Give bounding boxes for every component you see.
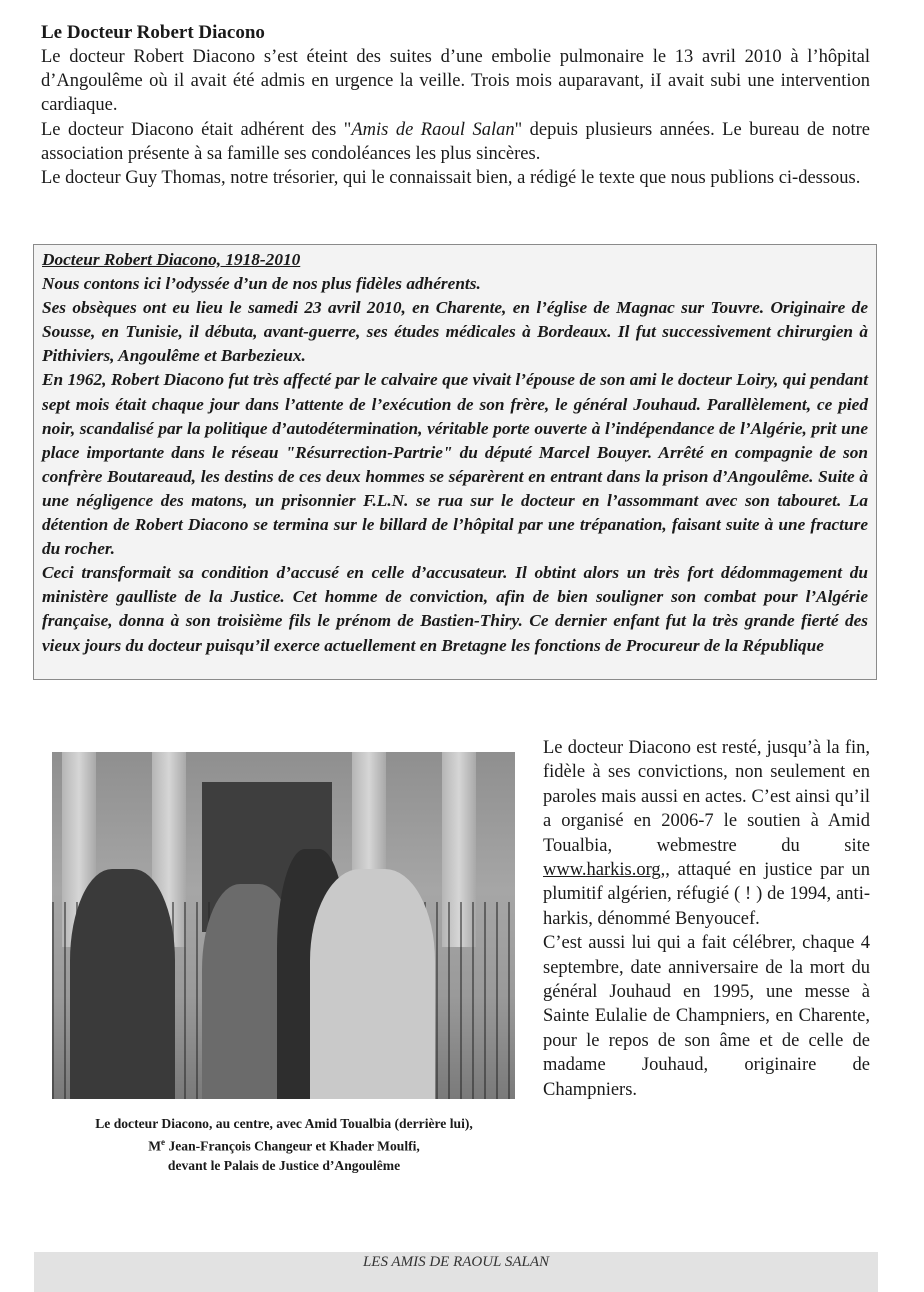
biography-paragraph-1: Nous contons ici l’odyssée d’un de nos plus fidèles adhérents. (42, 274, 481, 294)
group-photo (52, 752, 515, 1099)
intro-p2-end: " depuis plusieurs années. Le bureau de notre association présente à sa famille ses condoléances les plus sincères. (41, 119, 870, 164)
biography-paragraph-4: Ceci transformait sa condition d’accusé en celle d’accusateur. Il obtint alors un très fort dédommagement du ministère gaulliste de la Justice. Cet homme de conviction, afin de bien souligner son combat pour l’Algérie française, donna à son troisième fils le prénom de Bastien-Thiry. Ce dernier enfant fut la très grande fierté des vieux jours du docteur puisqu’il exerce actuellement en Bretagne les fonctions de Procureur de la République (42, 563, 868, 655)
intro-paragraph-3: Le docteur Guy Thomas, notre trésorier, qui le connaissait bien, a rédigé le texte que nous publions ci-dessous. (41, 168, 861, 189)
photo-person (310, 869, 435, 1099)
caption-superscript: e (161, 1137, 166, 1147)
intro-paragraph-2 (41, 118, 870, 166)
caption-line-1: Le docteur Diacono, au centre, avec Amid Toualbia (derrière lui), (95, 1116, 473, 1131)
right-p1-start: Le docteur Diacono est resté, jusqu’à la fin, fidèle à ses convictions, non seulement en paroles mais aussi en actes. C’est ainsi qu’il a organisé en 2006-7 le soutien à Amid Toualbia, webmestre du site (543, 738, 870, 856)
biography-paragraph-3: En 1962, Robert Diacono fut très affecté par le calvaire que vivait l’épouse de son ami le docteur Loiry, qui pendant sept mois était chaque jour dans l’attente de l’exécution de son frère, le général Jouhaud. Parallèlement, ce pied noir, scandalisé par la politique d’autodétermination, véritable porte ouverte à l’indépendance de l’Algérie, prit une place importante dans le réseau "Résurrection-Partrie" du député Marcel Bouyer. Arrêté en compagnie de son confrère Boutareaud, les destins de ces deux hommes se séparèrent en entrant dans la prison d’Angoulême. Suite à une négligence des matons, un prisonnier F.L.N. se rua sur le docteur en l’assommant avec son tabouret. La détention de Robert Diacono se termina sur le billard de l’hôpital par une trépanation, faisant suite à une fracture du rocher. (42, 370, 868, 559)
right-paragraph-1 (543, 736, 870, 931)
caption-line-2 (45, 1133, 523, 1156)
right-p1-end: ,, attaqué en justice par un plumitif algérien, réfugié ( ! ) de 1994, anti-harkis, dénommé Benyoucef. (543, 860, 870, 929)
association-name: Amis de Raoul Salan (351, 119, 515, 140)
intro-p2-start: Le docteur Diacono était adhérent des " (41, 119, 352, 140)
right-column-text (543, 736, 870, 1102)
caption-line-3: devant le Palais de Justice d’Angoulême (167, 1157, 401, 1173)
photo-person (70, 869, 175, 1099)
intro-text (41, 45, 870, 190)
caption-rest: Jean-François Changeur et Khader Moulfi, (165, 1138, 420, 1154)
article-title: Le Docteur Robert Diacono (41, 22, 265, 43)
footer-text: LES AMIS DE RAOUL SALAN (362, 1254, 550, 1270)
caption-prefix: M (148, 1138, 162, 1154)
biography-paragraph-2: Ses obsèques ont eu lieu le samedi 23 avril 2010, en Charente, en l’église de Magnac sur Touvre. Originaire de Sousse, en Tunisie, il débuta, avant-guerre, ses études médicales à Bordeaux. Il fut successivement chirurgien à Pithiviers, Angoulême et Barbezieux. (42, 298, 868, 366)
biography-box (33, 244, 877, 680)
right-paragraph-2: C’est aussi lui qui a fait célébrer, chaque 4 septembre, date anniversaire de la mort du général Jouhaud en 1995, une messe à Sainte Eulalie de Champniers, en Charente, pour le repos de son âme et de celle de madame Jouhaud, originaire de Champniers. (543, 933, 870, 1100)
page-footer (34, 1252, 878, 1292)
harkis-link[interactable]: www.harkis.org (543, 860, 661, 881)
biography-title: Docteur Robert Diacono, 1918-2010 (42, 250, 301, 269)
intro-paragraph-1: Le docteur Robert Diacono s’est éteint des suites d’une embolie pulmonaire le 13 avril 2010 à l’hôpital d’Angoulême où il avait été admis en urgence la veille. Trois mois auparavant, iI avait subi une intervention cardiaque. (41, 47, 870, 116)
photo-caption (45, 1114, 523, 1175)
